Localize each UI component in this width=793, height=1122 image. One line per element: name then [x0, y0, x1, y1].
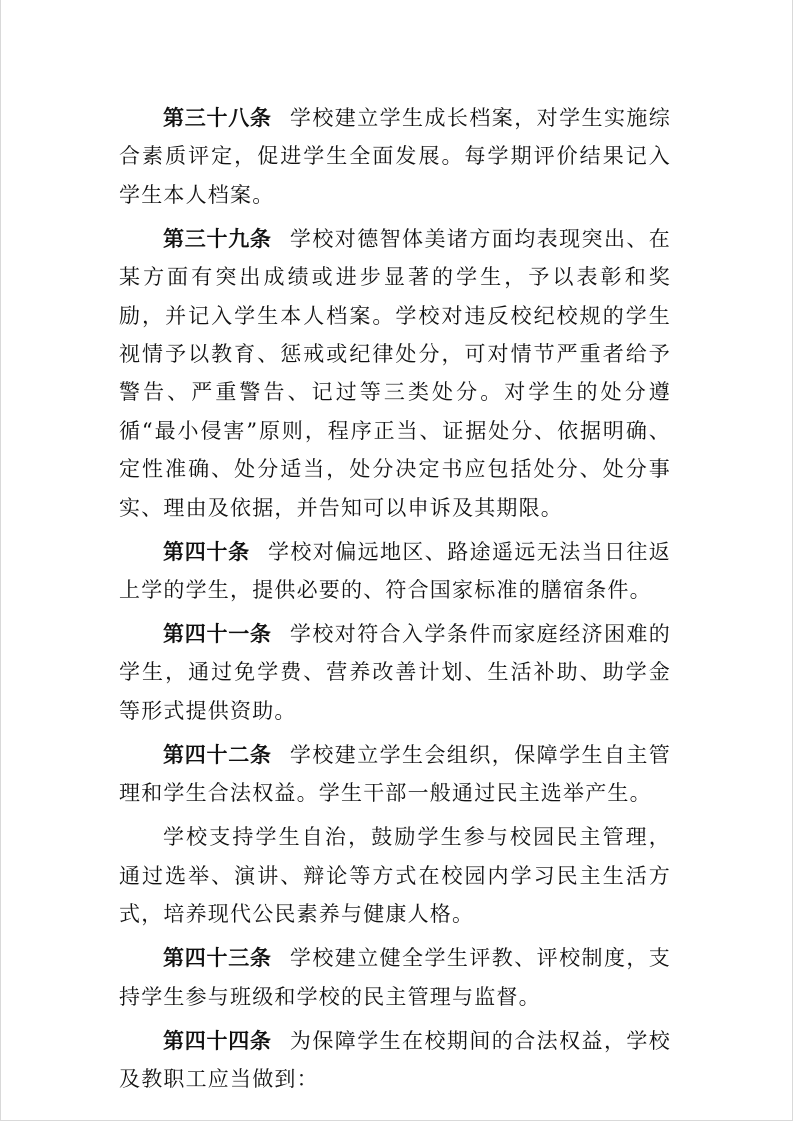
article-42-continuation-text: 学校支持学生自治，鼓励学生参与校园民主管理，通过选举、演讲、辩论等方式在校园内学习民主生活方式，培养现代公民素养与健康人格。 — [119, 825, 671, 927]
article-38-heading: 第三十八条 — [163, 106, 272, 130]
article-40-text: 学校对偏远地区、路途遥远无法当日往返上学的学生，提供必要的、符合国家标准的膳宿条件。 — [119, 539, 672, 603]
article-44-text: 为保障学生在校期间的合法权益，学校及教职工应当做到： — [119, 1028, 672, 1091]
article-38-paragraph — [119, 99, 671, 214]
article-41-heading: 第四十一条 — [163, 622, 272, 647]
article-43-heading: 第四十三条 — [163, 946, 272, 971]
article-43-paragraph — [119, 939, 671, 1016]
article-41-paragraph — [119, 615, 671, 730]
article-40-heading: 第四十条 — [163, 539, 250, 564]
article-44-heading: 第四十四条 — [163, 1028, 272, 1053]
document-body — [119, 99, 671, 1104]
article-39-text: 学校对德智体美诸方面均表现突出、在某方面有突出成绩或进步显著的学生，予以表彰和奖励，并记入学生本人档案。学校对违反校纪校规的学生视情予以教育、惩戒或纪律处分，可对情节严重者给予警告、严重警告、记过等三类处分。对学生的处分遵循“最小侵害”原则，程序正当、证据处分、依据明确、定性准确、处分适当，处分决定书应包括处分、处分事实、理由及依据，并告知可以申诉及其期限。 — [119, 226, 672, 520]
article-39-paragraph — [119, 220, 671, 527]
article-42-text: 学校建立学生会组织，保障学生自主管理和学生合法权益。学生干部一般通过民主选举产生。 — [119, 742, 672, 806]
article-44-paragraph — [119, 1022, 671, 1099]
article-42-heading: 第四十二条 — [163, 742, 272, 767]
article-39-heading: 第三十九条 — [163, 226, 272, 251]
article-42-continuation-paragraph — [119, 818, 671, 933]
article-41-text: 学校对符合入学条件而家庭经济困难的学生，通过免学费、营养改善计划、生活补助、助学金等形式提供资助。 — [119, 622, 672, 723]
article-42-paragraph — [119, 736, 671, 813]
article-38-text: 学校建立学生成长档案，对学生实施综合素质评定，促进学生全面发展。每学期评价结果记入学生本人档案。 — [119, 106, 672, 207]
article-40-paragraph — [119, 533, 671, 610]
article-43-text: 学校建立健全学生评教、评校制度，支持学生参与班级和学校的民主管理与监督。 — [119, 946, 672, 1009]
